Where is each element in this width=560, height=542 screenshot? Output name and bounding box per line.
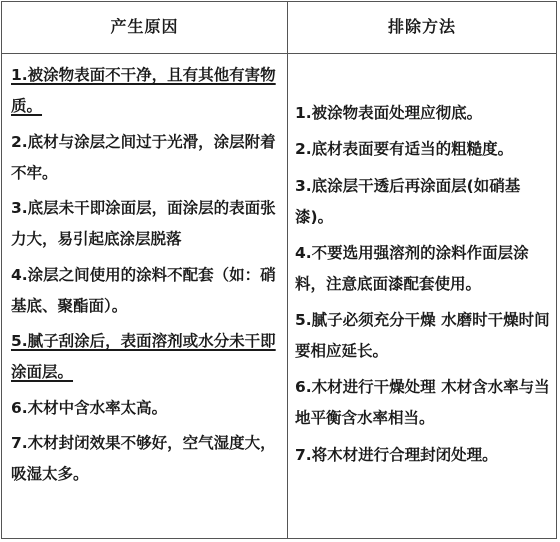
solution-item-1: 1.被涂物表面处理应彻底。 [295,104,483,122]
cause-column [11,60,283,495]
cause-item-7: 7.木材封闭效果不够好，空气湿度大，吸湿太多。 [11,434,276,483]
table-header-row [2,2,556,54]
solution-item-7: 7.将木材进行合理封闭处理。 [295,445,498,464]
cause-item-6: 6.木材中含水率太高。 [11,398,168,417]
solution-item-6: 6.木材进行干燥处理 木材含水率与当地平衡含水率相当。 [295,378,550,428]
solution-item-3: 3.底涂层干透后再涂面层(如硝基漆)。 [295,176,521,226]
column-divider [287,2,288,538]
cause-item-1: 1.被涂物表面不干净，且有其他有害物质。 [11,66,276,115]
cause-item-3: 3.底层未干即涂面层，面涂层的表面张力大，易引起底涂层脱落 [11,199,276,248]
cause-item-2: 2.底材与涂层之间过于光滑，涂层附着不牢。 [11,132,276,182]
defect-table [1,1,557,539]
header-cause: 产生原因 [110,17,179,36]
solution-item-2: 2.底材表面要有适当的粗糙度。 [295,140,514,159]
solution-item-5: 5.腻子必须充分干燥 水磨时干燥时间要相应延长。 [295,311,550,361]
cause-item-5: 5.腻子刮涂后，表面溶剂或水分未干即涂面层。 [11,332,276,381]
header-solution: 排除方法 [387,17,456,36]
solution-item-4: 4.不要选用强溶剂的涂料作面层涂料，注意底面漆配套使用。 [295,243,529,293]
cause-item-4: 4.涂层之间使用的涂料不配套（如：硝基底、聚酯面）。 [11,265,276,315]
solution-column [295,98,553,476]
